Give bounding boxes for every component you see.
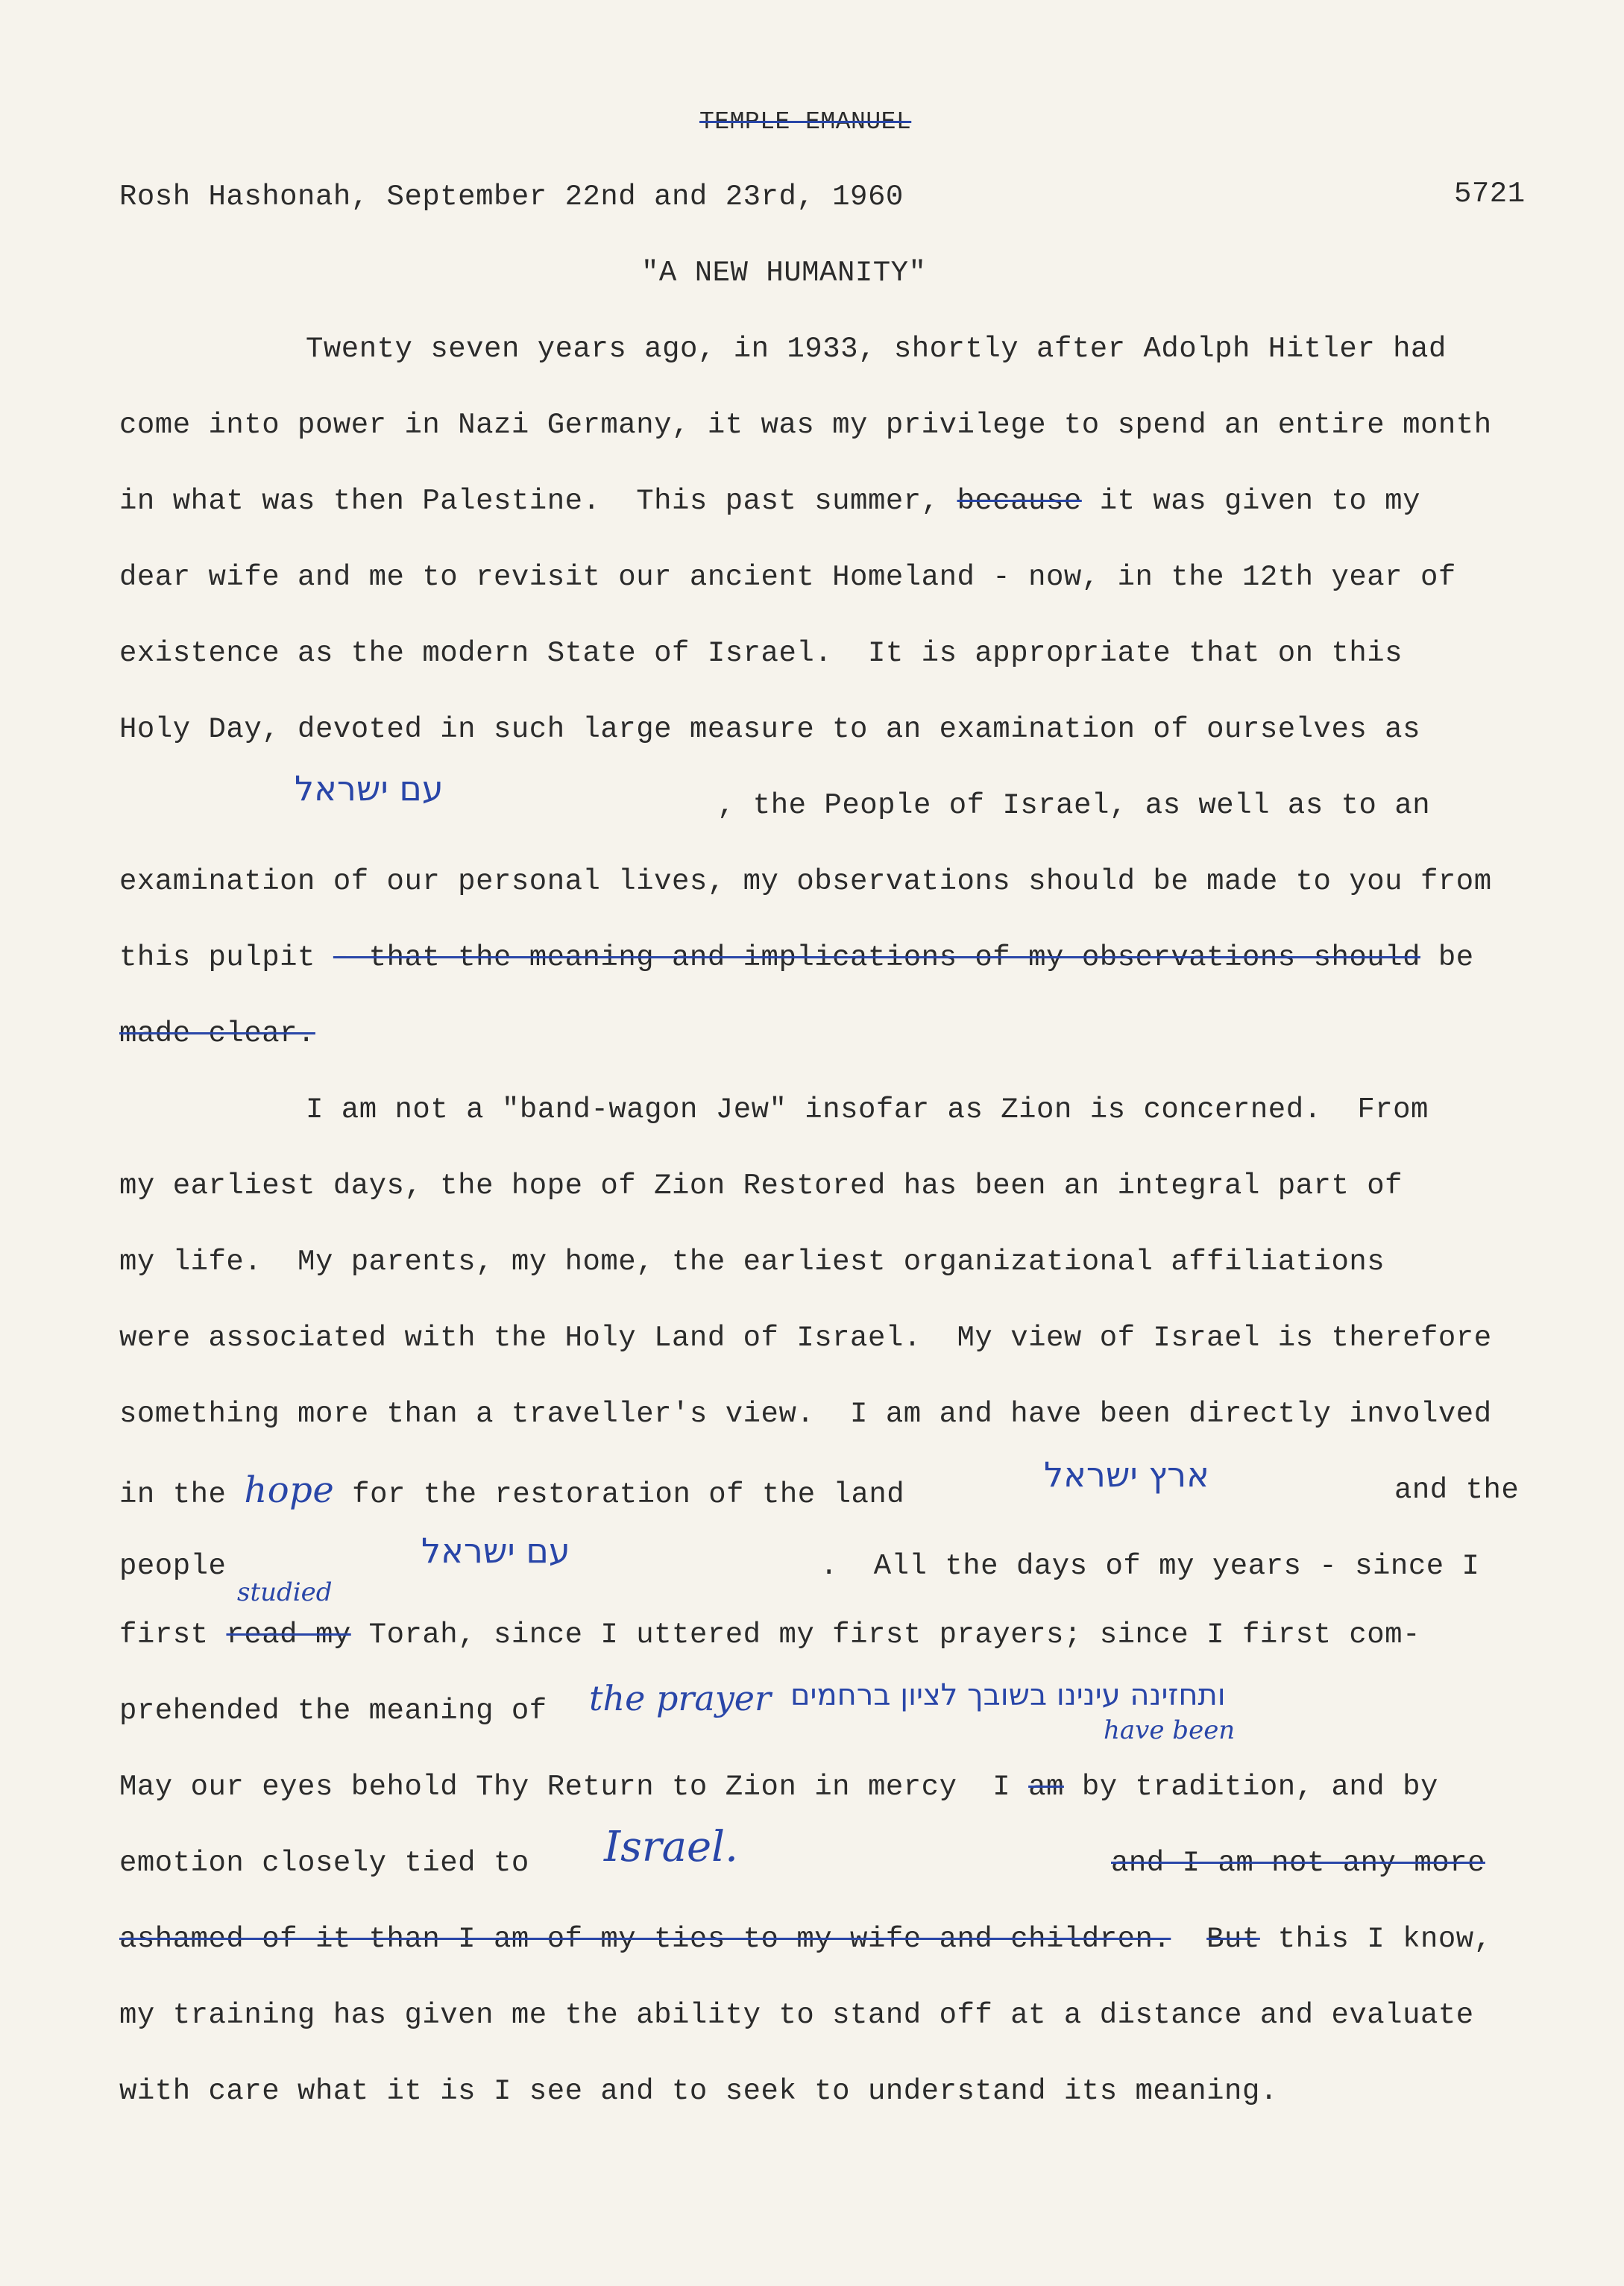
body-line-20: [119, 1769, 1438, 1805]
body-line-20-a: May our eyes behold Thy Return to Zion in mercy: [119, 1771, 957, 1803]
body-line-22-b: this I know,: [1259, 1923, 1492, 1956]
struck-not-any-more: and I am not any more: [1111, 1847, 1485, 1880]
handwritten-the-prayer: the prayer: [589, 1678, 772, 1718]
body-line-20-c: by tradition, and by: [1063, 1771, 1438, 1803]
struck-because: because: [957, 485, 1082, 518]
body-line-9-b: be: [1420, 941, 1474, 974]
letterhead: TEMPLE EMANUEL: [699, 108, 912, 136]
body-line-4: dear wife and me to revisit our ancient Homeland - now, in the 12th year of: [119, 561, 1456, 594]
body-line-7: , the People of Israel, as well as to an: [717, 789, 1431, 822]
handwritten-prayer-hebrew: ותחזינה עינינו בשובך לציון ברחמים: [790, 1678, 1226, 1712]
body-line-17-a: people: [119, 1550, 227, 1583]
handwritten-israel: Israel.: [604, 1823, 738, 1871]
struck-ashamed-clause: ashamed of it than I am of my ties to my wife and children.: [119, 1923, 1171, 1956]
body-line-22: [119, 1921, 1492, 1957]
handwritten-eretz-yisrael: ארץ ישראל: [1044, 1454, 1209, 1495]
body-line-23: my training has given me the ability to stand off at a distance and evaluate: [119, 1999, 1474, 2032]
body-line-15: something more than a traveller's view. I am and have been directly involved: [119, 1398, 1492, 1431]
handwritten-am-yisrael-1: עם ישראל: [295, 768, 444, 808]
struck-but: But: [1206, 1923, 1260, 1956]
struck-read-my: read my: [226, 1618, 351, 1651]
body-line-6: Holy Day, devoted in such large measure to an examination of ourselves as: [119, 713, 1420, 746]
occasion-line: Rosh Hashonah, September 22nd and 23rd, 1960: [119, 180, 904, 213]
struck-meaning-clause: - that the meaning and implications of my observations should: [333, 941, 1420, 974]
body-line-14: were associated with the Holy Land of Israel. My view of Israel is therefore: [119, 1322, 1492, 1354]
body-line-9-a: this pulpit: [119, 941, 333, 974]
handwritten-am-yisrael-2: עם ישראל: [421, 1530, 570, 1571]
body-line-11: I am not a "band-wagon Jew" insofar as Zion is concerned. From: [306, 1093, 1429, 1126]
sermon-title: "A NEW HUMANITY": [641, 257, 927, 289]
body-line-1: Twenty seven years ago, in 1933, shortly after Adolph Hitler had: [306, 333, 1447, 365]
body-line-18-a: first: [119, 1618, 227, 1651]
body-line-18: [119, 1617, 1420, 1653]
body-line-19: prehended the meaning of: [119, 1695, 565, 1727]
struck-am: am: [1028, 1771, 1064, 1803]
body-line-16-b: for the restoration of the land: [334, 1478, 905, 1511]
body-line-9: [119, 940, 1474, 976]
body-line-8: examination of our personal lives, my observations should be made to you from: [119, 865, 1492, 898]
body-line-16-a: in the: [119, 1478, 245, 1511]
handwritten-have-been: have been: [1104, 1715, 1236, 1745]
body-line-16-c: and the: [1394, 1474, 1520, 1507]
body-line-3-a: in what was then Palestine. This past summer,: [119, 485, 957, 518]
body-line-16: [119, 1469, 905, 1513]
handwritten-hope: hope: [244, 1469, 335, 1511]
body-line-3-b: it was given to my: [1081, 485, 1420, 518]
hebrew-year: 5721: [1454, 178, 1526, 210]
body-line-24: with care what it is I see and to seek to understand its meaning.: [119, 2075, 1278, 2108]
handwritten-studied: studied: [237, 1577, 333, 1607]
body-line-18-b: Torah, since I uttered my first prayers; since I first com-: [350, 1618, 1420, 1651]
body-line-21: emotion closely tied to: [119, 1847, 529, 1880]
body-line-20-b: I: [957, 1771, 1029, 1803]
body-line-12: my earliest days, the hope of Zion Restored has been an integral part of: [119, 1169, 1403, 1202]
body-line-2: come into power in Nazi Germany, it was my privilege to spend an entire month: [119, 409, 1492, 442]
body-line-3: [119, 483, 1420, 519]
struck-made-clear: made clear.: [119, 1017, 315, 1050]
body-line-17-b: . All the days of my years - since I: [820, 1550, 1480, 1583]
body-line-5: existence as the modern State of Israel. It is appropriate that on this: [119, 637, 1403, 670]
body-line-13: my life. My parents, my home, the earliest organizational affiliations: [119, 1246, 1385, 1278]
